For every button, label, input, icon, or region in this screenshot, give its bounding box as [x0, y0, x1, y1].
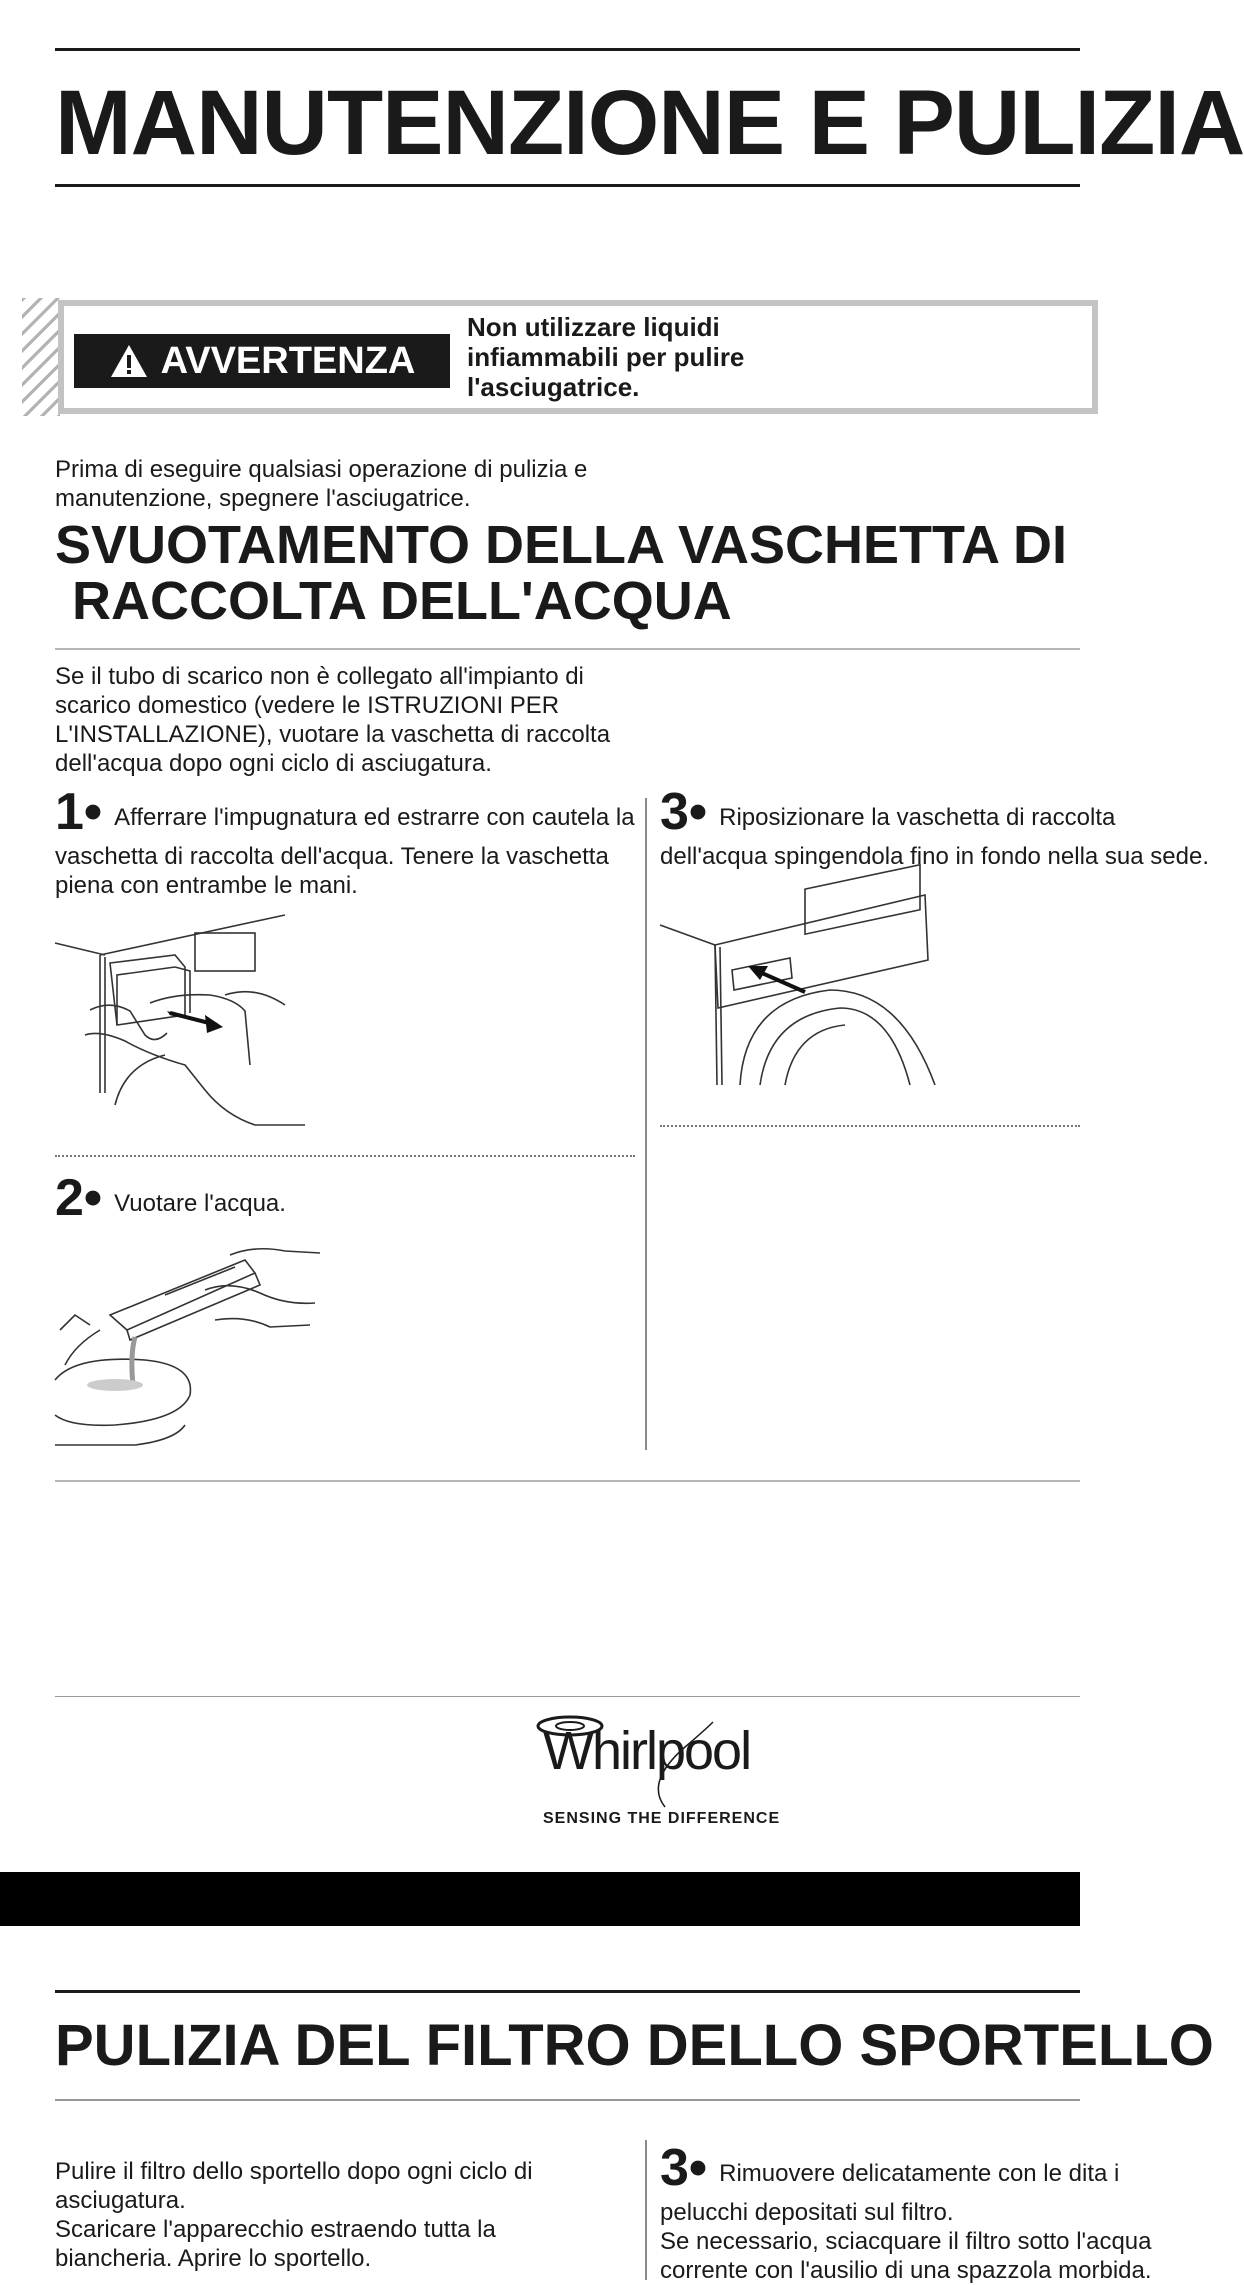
- section-bottom-rule: [55, 1480, 1080, 1482]
- step-2: [55, 1168, 635, 1228]
- section-divider: [55, 648, 1080, 650]
- section2-step-3-dot: •: [688, 2139, 708, 2197]
- whirlpool-logo-text: Whirlpool: [543, 1721, 751, 1781]
- top-rule: [55, 48, 1080, 51]
- section2-step-3: [660, 2138, 1180, 2285]
- step-1-illustration: [55, 915, 305, 1130]
- section2-divider: [55, 2099, 1080, 2101]
- warning-text: Non utilizzare liquidi infiammabili per pulire l'asciugatrice.: [467, 312, 745, 402]
- section-title-line2: RACCOLTA DELL'ACQUA: [72, 571, 732, 631]
- page-title: MANUTENZIONE E PULIZIA: [55, 72, 1244, 174]
- step-3-text: Riposizionare la vaschetta di raccolta dell'acqua spingendola fino in fondo nella sua sede.: [660, 804, 1209, 870]
- section2-step-3-number: 3: [660, 2139, 689, 2197]
- step-3-number: 3: [660, 783, 689, 841]
- column-divider: [645, 798, 647, 1450]
- step-2-illustration: [55, 1245, 325, 1455]
- step-1-text: Afferrare l'impugnatura ed estrarre con cautela la vaschetta di raccolta dell'acqua. Tenere la vaschetta piena con entrambe le mani.: [55, 804, 635, 899]
- step-2-text: Vuotare l'acqua.: [114, 1190, 286, 1217]
- step-3: [660, 782, 1220, 871]
- page-separator-bar: [0, 1872, 1080, 1926]
- step-1-dot: •: [83, 783, 103, 841]
- step-3-dot: •: [688, 783, 708, 841]
- page2-top-rule: [55, 1990, 1080, 1993]
- section-description: Se il tubo di scarico non è collegato all'impianto di scarico domestico (vedere le ISTRUZIONI PER L'INSTALLAZIONE), vuotare la vaschetta di raccolta dell'acqua dopo ogni ciclo di asciugatura.: [55, 663, 611, 777]
- section-title-line1: SVUOTAMENTO DELLA VASCHETTA DI: [55, 515, 1067, 575]
- step-1: [55, 782, 635, 900]
- step-1-number: 1: [55, 783, 84, 841]
- section2-title: PULIZIA DEL FILTRO DELLO SPORTELLO: [55, 2013, 1214, 2078]
- step-separator-1: [55, 1155, 635, 1157]
- whirlpool-tagline: SENSING THE DIFFERENCE: [543, 1810, 781, 1827]
- warning-triangle-icon: [109, 343, 149, 379]
- step-2-dot: •: [83, 1169, 103, 1227]
- step-separator-3: [660, 1125, 1080, 1127]
- section2-step-3-text: Rimuovere delicatamente con le dita i pelucchi depositati sul filtro. Se necessario, sciacquare il filtro sotto l'acqua corrente con l'ausilio di una spazzola morbida.: [660, 2160, 1152, 2284]
- warning-label: [74, 334, 450, 388]
- warning-label-text: AVVERTENZA: [160, 339, 416, 382]
- section2-column-divider: [645, 2140, 647, 2280]
- section2-left-text: Pulire il filtro dello sportello dopo ogni ciclo di asciugatura. Scaricare l'apparecchio estraendo tutta la biancheria. Aprire lo sportello.: [55, 2158, 533, 2272]
- intro-paragraph: Prima di eseguire qualsiasi operazione di pulizia e manutenzione, spegnere l'asciugatrice.: [55, 456, 588, 512]
- step-3-illustration: [660, 890, 940, 1090]
- title-underline: [55, 184, 1080, 187]
- warning-hatch-decoration: [22, 298, 60, 416]
- footer-rule: [55, 1696, 1080, 1697]
- step-2-number: 2: [55, 1169, 84, 1227]
